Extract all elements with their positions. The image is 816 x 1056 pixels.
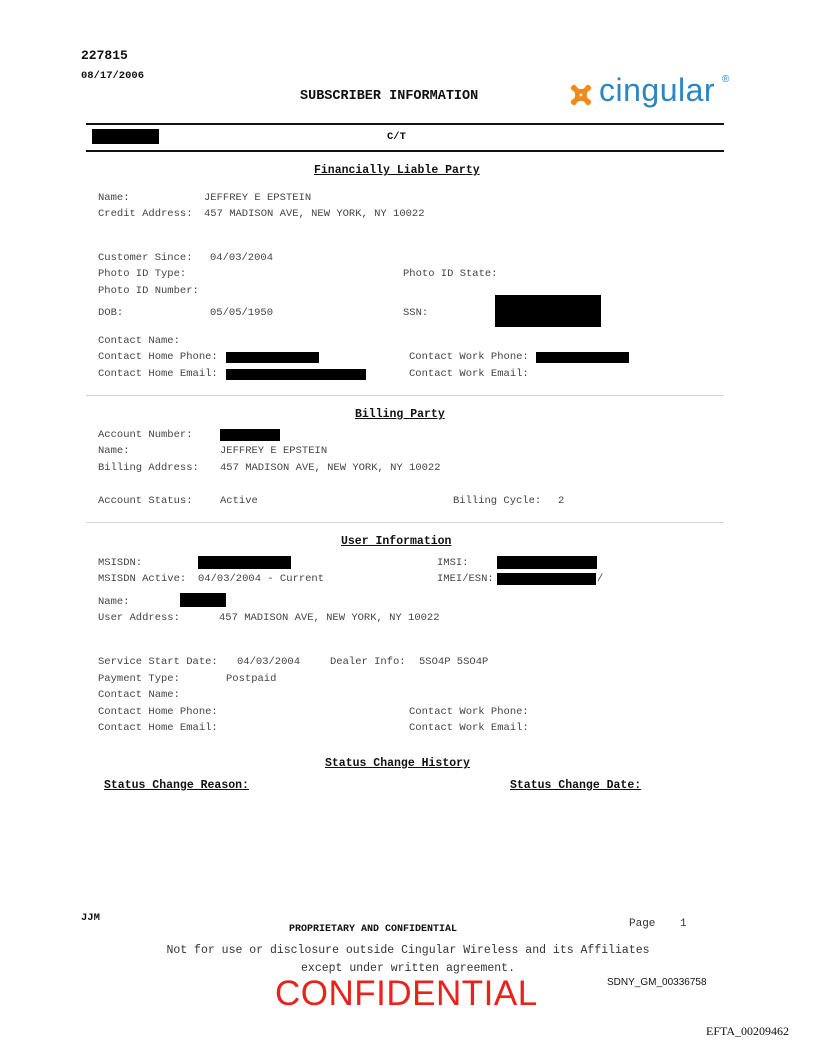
ct-label: C/T [387,131,406,143]
flp-customer-since-label: Customer Since: [98,252,193,264]
redaction-box [180,593,226,607]
footer-proprietary: PROPRIETARY AND CONFIDENTIAL [289,924,458,935]
flp-name-label: Name: [98,192,130,204]
section-heading-financially-liable-party: Financially Liable Party [314,164,480,177]
bp-account-number-label: Account Number: [98,429,193,441]
page-title: SUBSCRIBER INFORMATION [300,89,479,104]
ui-contact-name-label: Contact Name: [98,689,180,701]
ui-payment-type-value: Postpaid [226,673,277,685]
ui-msisdn-active-value: 04/03/2004 - Current [198,573,325,585]
section-heading-billing-party: Billing Party [355,408,445,421]
flp-dob-value: 05/05/1950 [210,307,274,319]
ui-dealer-info-label: Dealer Info: [330,656,406,668]
bp-billing-cycle-value: 2 [558,495,565,507]
flp-contact-work-email-label: Contact Work Email: [409,368,529,380]
document-date: 08/17/2006 [81,70,145,82]
bar-bottom-rule [86,150,724,152]
bp-name-label: Name: [98,445,130,457]
ui-user-address-value: 457 MADISON AVE, NEW YORK, NY 10022 [219,612,440,624]
bp-billing-address-label: Billing Address: [98,462,199,474]
efta-number: EFTA_00209462 [706,1024,790,1038]
logo-registered-mark: ® [722,74,730,85]
flp-photo-id-type-label: Photo ID Type: [98,268,187,280]
flp-contact-name-label: Contact Name: [98,335,180,347]
redaction-box [497,556,597,569]
redaction-box [220,429,280,441]
footer-disclosure-line2: except under written agreement. [301,962,515,975]
bates-number: SDNY_GM_00336758 [607,977,707,988]
redaction-box [226,352,319,363]
ui-name-label: Name: [98,596,130,608]
section-divider [86,522,724,523]
flp-ssn-label: SSN: [403,307,429,319]
ui-user-address-label: User Address: [98,612,180,624]
flp-photo-id-number-label: Photo ID Number: [98,285,199,297]
ui-contact-work-email-label: Contact Work Email: [409,722,529,734]
redaction-box [497,573,596,585]
section-divider [86,395,724,396]
flp-credit-address-value: 457 MADISON AVE, NEW YORK, NY 10022 [204,208,425,220]
flp-customer-since-value: 04/03/2004 [210,252,274,264]
ui-service-start-label: Service Start Date: [98,656,218,668]
redaction-box [226,369,366,380]
ui-imsi-label: IMSI: [437,557,469,569]
flp-photo-id-state-label: Photo ID State: [403,268,498,280]
redaction-box [495,295,601,327]
footer-page-number: 1 [680,918,687,930]
section-heading-user-information: User Information [341,535,452,548]
redaction-box [198,556,291,569]
footer-disclosure-line1: Not for use or disclosure outside Cingular Wireless and its Affiliates [166,944,650,957]
cingular-jack-icon [566,80,596,110]
bp-billing-address-value: 457 MADISON AVE, NEW YORK, NY 10022 [220,462,441,474]
flp-name-value: JEFFREY E EPSTEIN [204,192,312,204]
ui-msisdn-active-label: MSISDN Active: [98,573,187,585]
ui-contact-home-phone-label: Contact Home Phone: [98,706,218,718]
redaction-box [536,352,629,363]
flp-contact-home-email-label: Contact Home Email: [98,368,218,380]
ui-contact-home-email-label: Contact Home Email: [98,722,218,734]
top-rule [86,123,724,125]
ui-imei-label: IMEI/ESN: [437,573,494,585]
flp-dob-label: DOB: [98,307,124,319]
ui-dealer-info-value: 5SO4P 5SO4P [419,656,489,668]
status-change-reason-label: Status Change Reason: [104,779,249,792]
section-heading-status-change-history: Status Change History [325,757,470,770]
footer-initials: JJM [81,912,100,924]
bp-account-status-value: Active [220,495,258,507]
bp-name-value: JEFFREY E EPSTEIN [220,445,328,457]
status-change-date-label: Status Change Date: [510,779,642,792]
flp-contact-home-phone-label: Contact Home Phone: [98,351,218,363]
footer-page-label: Page [629,918,656,930]
logo-wordmark: cingular [599,72,716,108]
flp-contact-work-phone-label: Contact Work Phone: [409,351,529,363]
bp-account-status-label: Account Status: [98,495,193,507]
ui-msisdn-label: MSISDN: [98,557,143,569]
document-number: 227815 [81,48,128,63]
ui-contact-work-phone-label: Contact Work Phone: [409,706,529,718]
confidential-stamp: CONFIDENTIAL [275,974,538,1013]
bp-billing-cycle-label: Billing Cycle: [453,495,542,507]
redaction-box [92,129,159,144]
ui-service-start-value: 04/03/2004 [237,656,301,668]
ui-imei-suffix: / [597,573,604,585]
ui-payment-type-label: Payment Type: [98,673,180,685]
flp-credit-address-label: Credit Address: [98,208,193,220]
